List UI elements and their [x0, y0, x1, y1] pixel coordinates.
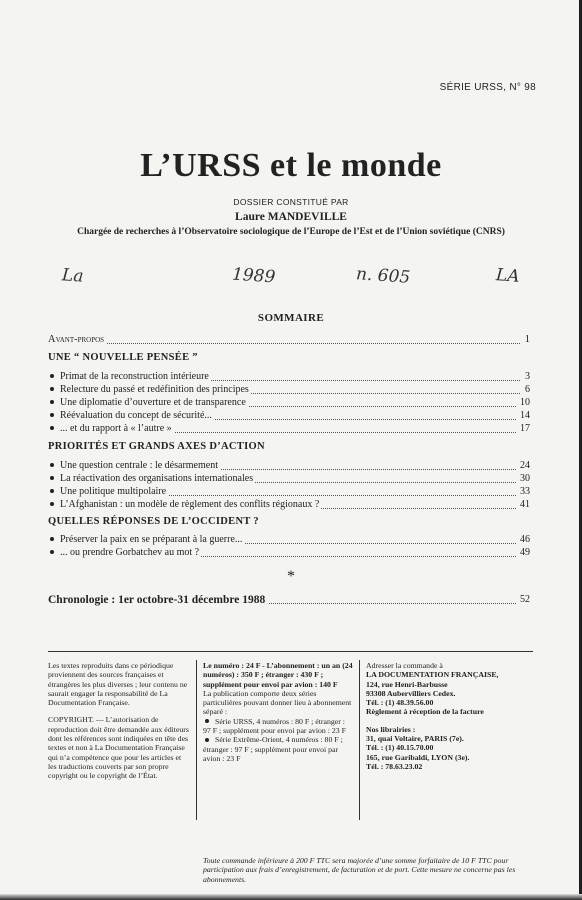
- footer-column-prices: Le numéro : 24 F - L’abonnement : un an (24 numéros) : 350 F ; étranger : 430 F ; supplément pour envoi par avion : 140 F La publication comporte deux séries particulières pouvant donner lieu à abonnement séparé : Série URSS, 4 numéros : 80 F ; étranger : 97 F ; supplément pour envoi par avion : 23 F Série Extrême-Orient, 4 numéros : 80 F ; étranger : 97 F ; supplément pour envoi par avion : 23 F: [203, 661, 353, 763]
- scan-edge-bottom: [0, 894, 582, 900]
- toc-entry[interactable]: Relecture du passé et redéfinition des principes 6: [48, 383, 530, 397]
- footer-text: COPYRIGHT. — L’autorisation de reproduction doit être demandée aux éditeurs dont les références sont indiquées en tête des textes et non à La Documentation Française qui n’a compétence que pour les articles et les traductions couverts par son propre copyright ou le copyright de l’État.: [48, 715, 189, 781]
- bullet-icon: [50, 502, 54, 506]
- toc-section-title: UNE “ NOUVELLE PENSÉE ”: [48, 352, 198, 363]
- toc-entry[interactable]: Une diplomatie d’ouverture et de transparence 10: [48, 396, 530, 410]
- bullet-icon: [50, 400, 54, 404]
- footer-column-address: Adresser la commande à LA DOCUMENTATION FRANÇAISE, 124, rue Henri-Barbusse 93308 Aubervilliers Cedex. Tél. : (1) 48.39.56.00 Règlement à réception de la facture Nos librairies : 31, quai Voltaire, PARIS (7e). Tél. : (1) 40.15.70.00 165, rue Garibaldi, LYON (3e). Tél. : 78.63.23.02: [366, 661, 499, 771]
- toc-entry[interactable]: ... et du rapport à « l’autre » 17: [48, 422, 530, 436]
- bullet-icon: [50, 387, 54, 391]
- bullet-icon: [50, 476, 54, 480]
- toc-entry[interactable]: Réévaluation du concept de sécurité... 14: [48, 409, 530, 423]
- bullet-icon: [50, 374, 54, 378]
- column-divider: [196, 660, 197, 820]
- handwritten-note: 1989: [231, 264, 276, 288]
- toc-entry[interactable]: Primat de la reconstruction intérieure 3: [48, 370, 530, 384]
- toc-entry[interactable]: Une politique multipolaire 33: [48, 485, 530, 499]
- handwritten-note: LA: [495, 265, 521, 287]
- price-text: Le numéro : 24 F - L’abonnement : un an (24 numéros) : 350 F ; étranger : 430 F ; supplément pour envoi par avion : 140 F: [203, 661, 353, 689]
- page-title: L’URSS et le monde: [140, 147, 442, 184]
- handwritten-note: n. 605: [355, 264, 411, 288]
- bullet-icon: [205, 719, 209, 723]
- toc-entry-chronologie[interactable]: Chronologie : 1er octobre-31 décembre 1988 52: [48, 594, 530, 606]
- toc-entry[interactable]: ... ou prendre Gorbatchev au mot ? 49: [48, 546, 530, 560]
- footer-column-legal: [48, 661, 190, 781]
- toc-heading: SOMMAIRE: [257, 312, 325, 324]
- column-divider: [359, 660, 360, 820]
- author-affiliation: Chargée de recherches à l’Observatoire sociologique de l’Europe de l’Est et de l’Union soviétique (CNRS): [77, 227, 505, 237]
- footer-divider: [48, 651, 533, 652]
- bullet-icon: [50, 537, 54, 541]
- series-number: SÉRIE URSS, N° 98: [439, 82, 536, 93]
- toc-entry[interactable]: La réactivation des organisations internationales 30: [48, 472, 530, 486]
- dossier-label: DOSSIER CONSTITUÉ PAR: [233, 197, 349, 207]
- footer-text: Les textes reproduits dans ce périodique proviennent des sources françaises et étrangères les plus diverses ; leur contenu ne saurait engager la responsabilité de La Documentation Française.: [48, 661, 188, 708]
- handwritten-note: La: [61, 265, 85, 287]
- toc-entry[interactable]: Une question centrale : le désarmement 24: [48, 459, 530, 473]
- order-note: Toute commande inférieure à 200 F TTC sera majorée d’une somme forfaitaire de 10 F TTC pour participation aux frais d’enregistrement, de facturation et de port. Cette mesure ne concerne pas les abonnements.: [203, 856, 516, 884]
- toc-entry[interactable]: Avant-propos 1: [48, 334, 530, 345]
- footer-text: La publication comporte deux séries particulières pouvant donner lieu à abonnement séparé :: [203, 688, 352, 717]
- bullet-icon: [50, 413, 54, 417]
- bullet-icon: [50, 489, 54, 493]
- bullet-icon: [50, 463, 54, 467]
- bullet-icon: [205, 738, 209, 742]
- author-name: Laure MANDEVILLE: [235, 211, 347, 223]
- toc-entry[interactable]: Préserver la paix en se préparant à la guerre... 46: [48, 533, 530, 547]
- bullet-icon: [50, 426, 54, 430]
- bullet-icon: [50, 550, 54, 554]
- toc-section-title: QUELLES RÉPONSES DE L’OCCIDENT ?: [48, 516, 259, 527]
- separator-star-icon: *: [287, 568, 295, 585]
- toc-section-title: PRIORITÉS ET GRANDS AXES D’ACTION: [48, 441, 265, 452]
- toc-entry[interactable]: L’Afghanistan : un modèle de règlement des conflits régionaux ? 41: [48, 498, 530, 512]
